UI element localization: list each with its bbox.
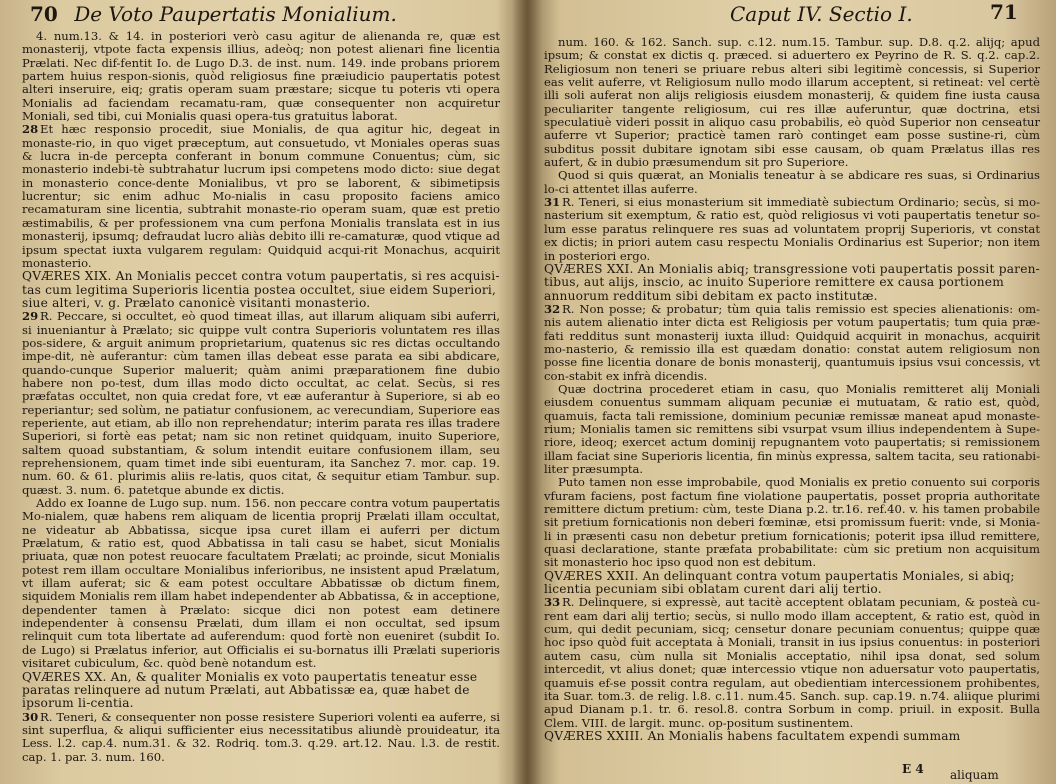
paragraph-number: 29	[22, 309, 39, 324]
paragraph-text: R. Non posse; & probatur; tùm quia talis remissio est species alienationis: om-nis autem alienatio inter dicta est Religiosis per votum paupertatis; tum quia præ-fati redditus sunt monasterij iuxta illud: Quidquid acquirit in monachus, acquirit mo-nasterio, & remissio illa est quædam donatio: constat autem religiosum non posse fine licentia donare de bonis monasterij, quantumuis ipsius vsui concessis, vt con-stabit ex infrà dicendis.	[544, 301, 1040, 383]
right-page	[530, 0, 1056, 784]
paragraph-number: 30	[22, 709, 39, 724]
paragraph-number: 31	[544, 195, 561, 210]
signature-mark: E 4	[902, 762, 924, 776]
paragraph-text: QVÆRES XXIII. An Monialis habens facultatem expendi summam	[544, 728, 961, 743]
question-heading	[22, 270, 500, 310]
text-paragraph	[544, 476, 1040, 569]
paragraph-text: R. Teneri, & consequenter non posse resistere Superiori volenti ea auferre, si sint superflua, & aliqui sufficienter eius necessitatibus aliundè prouideatur, ita Less. l.2. cap.4. num.31. & 32. Rodriq. tom.3. q.29. art.12. Nau. l.3. de restit. cap. 1. par. 3. num. 160.	[22, 709, 500, 764]
paragraph-text: QVÆRES XIX. An Monialis peccet contra votum paupertatis, si res acquisi-tas cum legitima Superioris licentia postea occultet, siue eidem Superiori, siue alteri, v. g. Prælato canonicè visitanti monasterio.	[22, 269, 500, 310]
right-running-head	[730, 0, 1018, 26]
text-paragraph	[544, 36, 1040, 169]
text-paragraph	[22, 123, 500, 270]
question-heading	[544, 730, 1040, 743]
left-page	[0, 0, 522, 784]
text-paragraph	[22, 711, 500, 764]
paragraph-text: R. Teneri, si eius monasterium sit immediatè subiectum Ordinario; secùs, si mo-nasterium sit exemptum, & ratio est, quòd religiosus vi voti paupertatis tenetur so-lum esse paratus relinquere res suas ad voluntatem proprij Superioris, vt constat ex dictis; in priori autem casu respectu Monialis Ordinarius est Superior; non item in posteriori ergo.	[544, 195, 1040, 263]
paragraph-text: Quod si quis quærat, an Monialis teneatur à se abdicare res suas, si Ordinarius lo-ci attentet illas auferre.	[544, 168, 1040, 196]
paragraph-number: 33	[544, 595, 561, 610]
right-head-title: Caput IV. Sectio I.	[730, 2, 913, 26]
paragraph-number: 32	[544, 301, 561, 316]
left-running-head	[30, 2, 397, 26]
text-paragraph	[544, 196, 1040, 263]
paragraph-text: Addo ex Ioanne de Lugo sup. num. 156. non peccare contra votum paupertatis Mo-nialem, quæ habens rem aliquam de licentia proprij Prælati illam occultat, ne videatur ab Abbatissa, sicque ipsa curet illam ei auferri per dictum Prælatum, & ratio est, quod Abbatissa in tali casu se habet, sicut Monialis priuata, quæ non potest reuocare facultatem Prælati; ac proinde, sicut Monialis potest rem illam occultare Monialibus inferioribus, ne insistent apud Prælatum, vt illam auferat; sic & eam potest occultare Abbatissæ ob dictum finem, siquidem Monialis rem illam habet independenter ab Abbatissa, & in acceptione, dependenter tamen à Prælato: sicque dici non potest eam detinere independenter à consensu Prælati, dum illam ei non occultat, sed ipsum relinquit cum tota libertate ad auferendum: quod fortè non eueniret (subdit Io. de Lugo) si Prælatus inferior, aut Officialis ei su-bornatus illi Prælati superioris visitaret cubiculum, &c. quòd benè notandum est.	[22, 496, 500, 671]
paragraph-text: R. Delinquere, si expressè, aut tacitè acceptent oblatam pecuniam, & posteà cu-rent eam dari alij tertio; secùs, si nullo modo illam acceptent, & ratio est, quòd in cum, qui dedit pecuniam, sicq; censetur donare pecuniam conuentus; quippe quæ hoc ipso quòd fuit acceptata à Moniali, transit in ius ipsius conuentus: in posteriori autem casu, cùm nulla sit Monialis acceptatio, nihil ipsa donat, sed solum intercedit, vt alius donet; quæ intercessio vtique non aduersatur voto paupertatis, quamuis ef-se possit contra regulam, aut obedientiam intercessionem prohibentes, ita Suar. tom.3. de relig. l.8. c.11. num.45. Sanch. sup. cap.19. n.74. aliique plurimi apud Dianam p.1. tr. 6. resol.8. contra Sorbum in comp. priuil. in exposit. Bulla Clem. VIII. de largit. munc. op-positum sustinentem.	[544, 595, 1040, 730]
paragraph-text: QVÆRES XX. An, & qualiter Monialis ex voto paupertatis teneatur esse paratas relinquere ad nutum Prælati, aut Abbatissæ ea, quæ habet de ipsorum li-centia.	[22, 669, 478, 711]
paragraph-number: 28	[22, 122, 39, 137]
left-page-text	[22, 30, 500, 764]
question-heading	[544, 570, 1040, 597]
text-paragraph	[544, 303, 1040, 383]
text-paragraph	[22, 310, 500, 497]
text-paragraph	[544, 383, 1040, 476]
text-paragraph	[22, 497, 500, 670]
paragraph-text: num. 160. & 162. Sanch. sup. c.12. num.15. Tambur. sup. D.8. q.2. alijq; apud ipsum; & constat ex dictis q. præced. si aduertero ex Peyrino de R. S. q.2. cap.2. Religiosum non teneri se priuare rebus alteri sibi legitimè concessis, si Superior eas velit auferre, vt Religiosum nullo modo illarum acceptent, si retineat: vel certè illi soli auferat non alijs religiosis eiusdem monasterij, & quidem fine iusta causa peculiariter tangente religiosum, cui res illæ auferuntur, quæ doctrina, etsi speculatiuè videri possit in aliquo casu probabilis, eò quòd Superior non censeatur auferre vt Superior; practicè tamen rarò continget eam posse sustine-ri, cùm subditus possit dubitare ignotam sibi esse causam, ob quam Prælatus illas res aufert, & in dubio præsumendum sit pro Superiore.	[544, 35, 1040, 170]
paragraph-text: Puto tamen non esse improbabile, quod Monialis ex pretio conuento sui corporis vfuram faciens, post factum fine violatione paupertatis, posset propria authoritate remittere dictum pretium: cùm, teste Diana p.2. tr.16. ref.40. v. his tamen probabile sit pretium fornicationis non deberi fœminæ, etsi promissum fuerit: vnde, si Monia-li in præsenti casu non debetur pretium fornicationis; poterit ipsa illud remittere, quasi declaratione, stante præfata probabilitate: cùm sic pretium non acquisitum sit monasterio hoc ipso quod non est debitum.	[544, 475, 1040, 570]
left-head-title: De Voto Paupertatis Monialium.	[74, 2, 397, 26]
paragraph-text: R. Peccare, si occultet, eò quod timeat illas, aut illarum aliquam sibi auferri, si inueniantur à Prælato; sic quippe vult contra Superioris voluntatem res illas pos-sidere, & arguit animum proprietarium, quatenus sic res dictas occultando impe-dit, nè auferantur: cùm tamen illas debeat esse parata ea sibi abdicare, quando-cunque Superior maluerit; quàm animi præparationem fine dubio habere non po-test, dum illas modo dicto occultat, ac celat. Secùs, si res præfatas occultet, non quia credat fore, vt eæ auferantur à Superiore, si ab eo reperiantur; sed solùm, ne patiatur confusionem, ac verecundiam, Superiore eas reperiente, aut etiam, ab illo non reprehendatur; interim parata res illas tradere Superiori, si fortè eas petat; nam sic non retinet quidquam, inuito Superiore, saltem quoad substantiam, & solum intendit euitare confusionem illam, seu reprehensionem, quam timet inde sibi euenturam, ita Sanchez 7. mor. cap. 19. num. 60. & 61. plurimis aliis re-latis, quos citat, & sequitur etiam Tambur. sup. quæst. 3. num. 6. patetque abunde ex dictis.	[22, 309, 500, 497]
question-heading	[544, 263, 1040, 303]
text-paragraph	[544, 169, 1040, 196]
question-heading	[22, 671, 500, 711]
left-page-number: 70	[30, 2, 58, 26]
right-page-number: 71	[990, 0, 1018, 24]
paragraph-text: QVÆRES XXII. An delinquant contra votum paupertatis Moniales, si abiq; licentia pecuniam sibi oblatam curent dari alij tertio.	[544, 568, 1015, 597]
text-paragraph	[22, 30, 500, 123]
text-paragraph	[544, 596, 1040, 729]
paragraph-text: Quæ doctrina procederet etiam in casu, quo Monialis remitteret alij Moniali eiusdem conuentus summam aliquam pecuniæ ei mutuatam, & ratio est, quòd, quamuis, facta tali remissione, dominium pecuniæ remissæ maneat apud monaste-rium; Monialis tamen sic remittens sibi vsurpat vsum illius independentem à Supe-riore, ideoq; exercet actum dominij repugnantem voto paupertatis; si remissionem illam faciat sine Superioris licentia, fin minùs expressa, saltem tacita, seu rationabi-liter præsumpta.	[544, 381, 1040, 476]
paragraph-text: QVÆRES XXI. An Monialis abiq; transgressione voti paupertatis possit paren-tibus, aut alijs, inscio, ac inuito Superiore remittere ex causa portionem annuorum redditum sibi debitam ex pacto institutæ.	[544, 261, 1040, 303]
catchword: aliquam	[950, 768, 999, 782]
paragraph-text: Et hæc responsio procedit, siue Monialis, de qua agitur hic, degeat in monaste-rio, in quo viget præceptum, aut consuetudo, vt Moniales operas suas & lucra in-de percepta conferant in bonum commune Conuentus; cùm, sic monasterio indebi-tè subtrahatur lucrum ipsi competens modo dicto: siue degat in monasterio conce-dente Monialibus, vt pro se laborent, & sibimetipsis lucrentur; sic enim adhuc Mo-nialis in casu proposito faciens amico recamaturam sine licentia, subtrahit monaste-rio operam suam, quæ est pretio æstimabilis, & per professionem vna cum perfona Monialis translata est in ius monasterij, ipsumq; defraudat lucro aliàs debito illi re-camaturæ, quod vtique ad ipsum spectat iuxta vulgarem regulam: Quidquid acqui-rit Monachus, acquirit monasterio.	[22, 122, 500, 270]
right-page-text	[544, 36, 1040, 743]
paragraph-text: 4. num.13. & 14. in posteriori verò casu agitur de alienanda re, quæ est monasterij, vtpote facta expensis illius, adeòq; non potest alienari fine licentia Prælati. Nec dif-fentit Io. de Lugo D.3. de inst. num. 149. inde probans priorem partem huius respon-sionis, quòd religiosus fine præiudicio paupertatis potest alteri inseruire, eiq; gratis operam suam præstare; sicque tu poteris vti opera Monialis ad faciendam recamatu-ram, quæ consequenter non acquiretur Moniali, sed tibi, cui Monialis quasi opera-tus gratuitus laborat.	[22, 29, 500, 124]
